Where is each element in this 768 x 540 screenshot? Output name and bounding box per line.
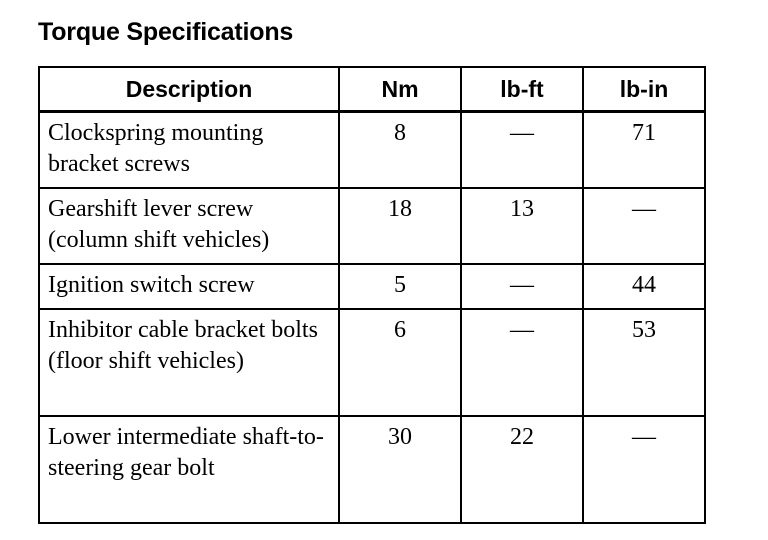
cell-nm: 6 [339, 309, 461, 416]
cell-lb-ft: — [461, 112, 583, 189]
column-header-nm: Nm [339, 67, 461, 112]
cell-lb-ft: — [461, 309, 583, 416]
cell-description: Gearshift lever screw (column shift vehicles) [39, 188, 339, 264]
table-row [39, 112, 705, 189]
cell-nm: 30 [339, 416, 461, 523]
page-title: Torque Specifications [38, 18, 294, 46]
torque-spec-table [38, 66, 706, 524]
column-header-lb-in: lb-in [583, 67, 705, 112]
cell-description: Lower intermediate shaft-to-steering gear bolt [39, 416, 339, 523]
cell-lb-ft: 22 [461, 416, 583, 523]
cell-lb-in: — [583, 416, 705, 523]
table-header-row [39, 67, 705, 112]
column-header-lb-ft: lb-ft [461, 67, 583, 112]
cell-description: Clockspring mounting bracket screws [39, 112, 339, 189]
column-header-description: Description [39, 67, 339, 112]
cell-lb-in: 53 [583, 309, 705, 416]
cell-lb-in: 44 [583, 264, 705, 309]
cell-nm: 18 [339, 188, 461, 264]
table-row [39, 309, 705, 416]
cell-lb-in: — [583, 188, 705, 264]
cell-description: Inhibitor cable bracket bolts (floor shift vehicles) [39, 309, 339, 416]
cell-lb-ft: 13 [461, 188, 583, 264]
cell-description: Ignition switch screw [39, 264, 339, 309]
table-row [39, 416, 705, 523]
cell-lb-ft: — [461, 264, 583, 309]
cell-lb-in: 71 [583, 112, 705, 189]
cell-nm: 8 [339, 112, 461, 189]
table-row [39, 264, 705, 309]
table-row [39, 188, 705, 264]
cell-nm: 5 [339, 264, 461, 309]
